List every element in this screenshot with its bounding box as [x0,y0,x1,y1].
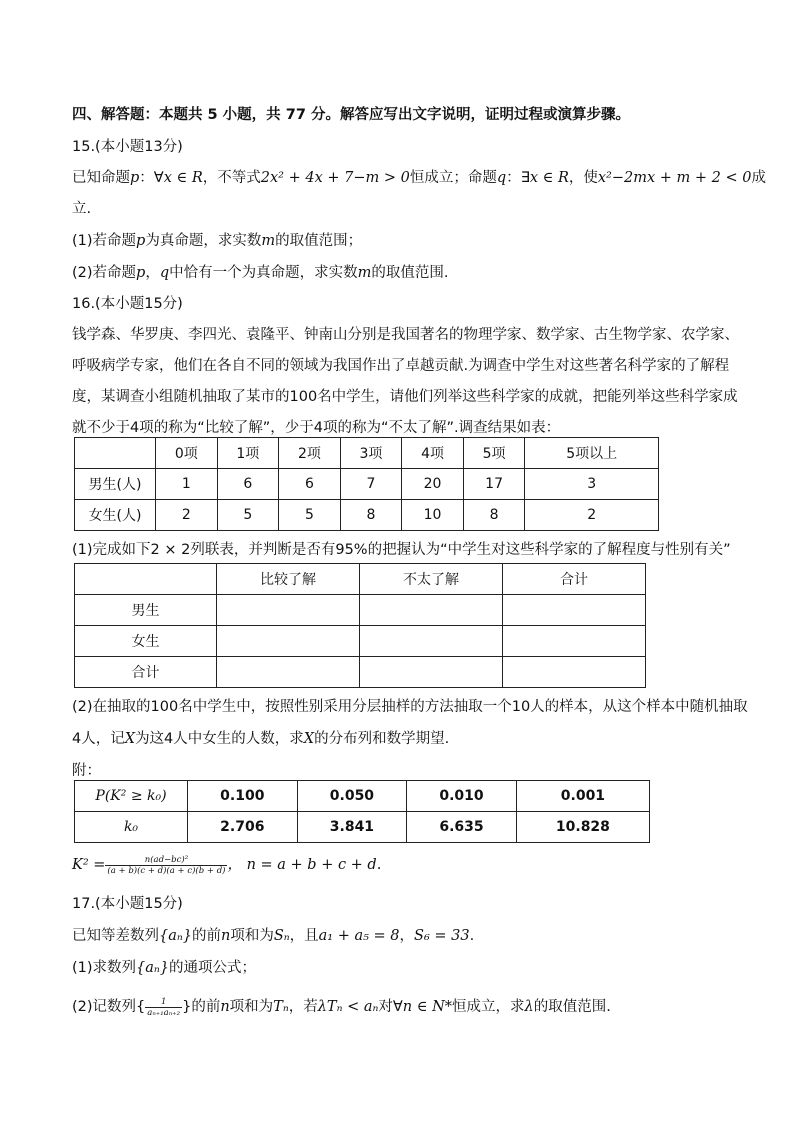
q15-part1: (1)若命题p为真命题，求实数m的取值范围； [72,233,363,249]
q15-part2: (2)若命题p，q中恰有一个为真命题，求实数m的取值范围. [72,265,449,281]
q16-para-line-3: 度，某调查小组随机抽取了某市的100名中学生，请他们列举这些科学家的成就，把能列举这些科学家成 [72,389,738,405]
q16-part2-line2: 4人，记X为这4人中女生的人数，求X的分布列和数学期望. [72,731,450,747]
table-row: P(K² ≥ k₀) 0.100 0.050 0.010 0.001 [75,781,650,812]
table-row: 合计 [75,657,646,688]
q16-para-line-1: 钱学森、华罗庚、李四光、袁隆平、钟南山分别是我国著名的物理学家、数学家、古生物学家、农学家、 [72,327,739,343]
inequality-1: 2x² + 4x + 7−m > 0 [260,170,410,186]
table-row: 男生 [75,595,646,626]
inequality-2: x²−2mx + m + 2 < 0 [597,170,752,186]
q16-label: 16.(本小题15分) [72,296,183,312]
q16-part1: (1)完成如下2 × 2列联表，并判断是否有95%的把握认为“中学生对这些科学家的了解程度与性别有关” [72,542,731,558]
q17-part2: (2)记数列{ $\frac{1}{\text{aₙ₊₁aₙ₊₂}}$ }的前n项和为Tₙ，若λTₙ < aₙ对∀n ∈ N*恒成立，求λ的取值范围. [72,996,611,1018]
formula-fraction: $\frac{\text{n(ad−bc)²}}{(a + b)(c + d)(a + c)(b + d)}$ [107,854,226,876]
q17-label: 17.(本小题15分) [72,896,183,912]
q15-stem: 已知命题p：∀x ∈ R，不等式2x² + 4x + 7−m > 0恒成立；命题q：∃x ∈ R，使x²−2mx + m + 2 < 0成 [72,170,766,186]
chi-square-formula: K² = $\frac{\text{n(ad−bc)²}}{(a + b)(c + d)(a + c)(b + d)}$ ， n = a + b + c + d. [72,854,382,876]
q15-label: 15.(本小题13分) [72,139,183,155]
q17-stem: 已知等差数列{aₙ}的前n项和为Sₙ，且a₁ + a₅ = 8，S₆ = 33. [72,928,475,944]
table-header-row: 0项 1项 2项 3项 4项 5项 5项以上 [75,438,659,469]
contingency-table [74,563,646,688]
q17-part1: (1)求数列{aₙ}的通项公式； [72,960,257,976]
table-row: 男生(人) 1 6 6 7 20 17 3 [75,469,659,500]
appendix-label: 附： [72,763,101,779]
critical-value-table [74,780,650,843]
sequence-fraction: $\frac{1}{\text{aₙ₊₁aₙ₊₂}}$ [147,996,181,1018]
table-header-row: 比较了解 不太了解 合计 [75,564,646,595]
table-row: 女生(人) 2 5 5 8 10 8 2 [75,500,659,531]
q16-para-line-4: 就不少于4项的称为“比较了解”，少于4项的称为“不太了解”.调查结果如表： [72,420,561,436]
q15-stem-cont: 立. [72,201,92,217]
q16-part2-line1: (2)在抽取的100名中学生中，按照性别采用分层抽样的方法抽取一个10人的样本，从这个样本中随机抽取 [72,699,748,715]
q16-para-line-2: 呼吸病学专家，他们在各自不同的领域为我国作出了卓越贡献.为调查中学生对这些著名科学家的了解程 [72,358,730,374]
section-header: 四、解答题：本题共 5 小题，共 77 分。解答应写出文字说明，证明过程或演算步骤。 [72,107,630,123]
table-row: k₀ 2.706 3.841 6.635 10.828 [75,812,650,843]
survey-table [74,437,659,531]
table-row: 女生 [75,626,646,657]
